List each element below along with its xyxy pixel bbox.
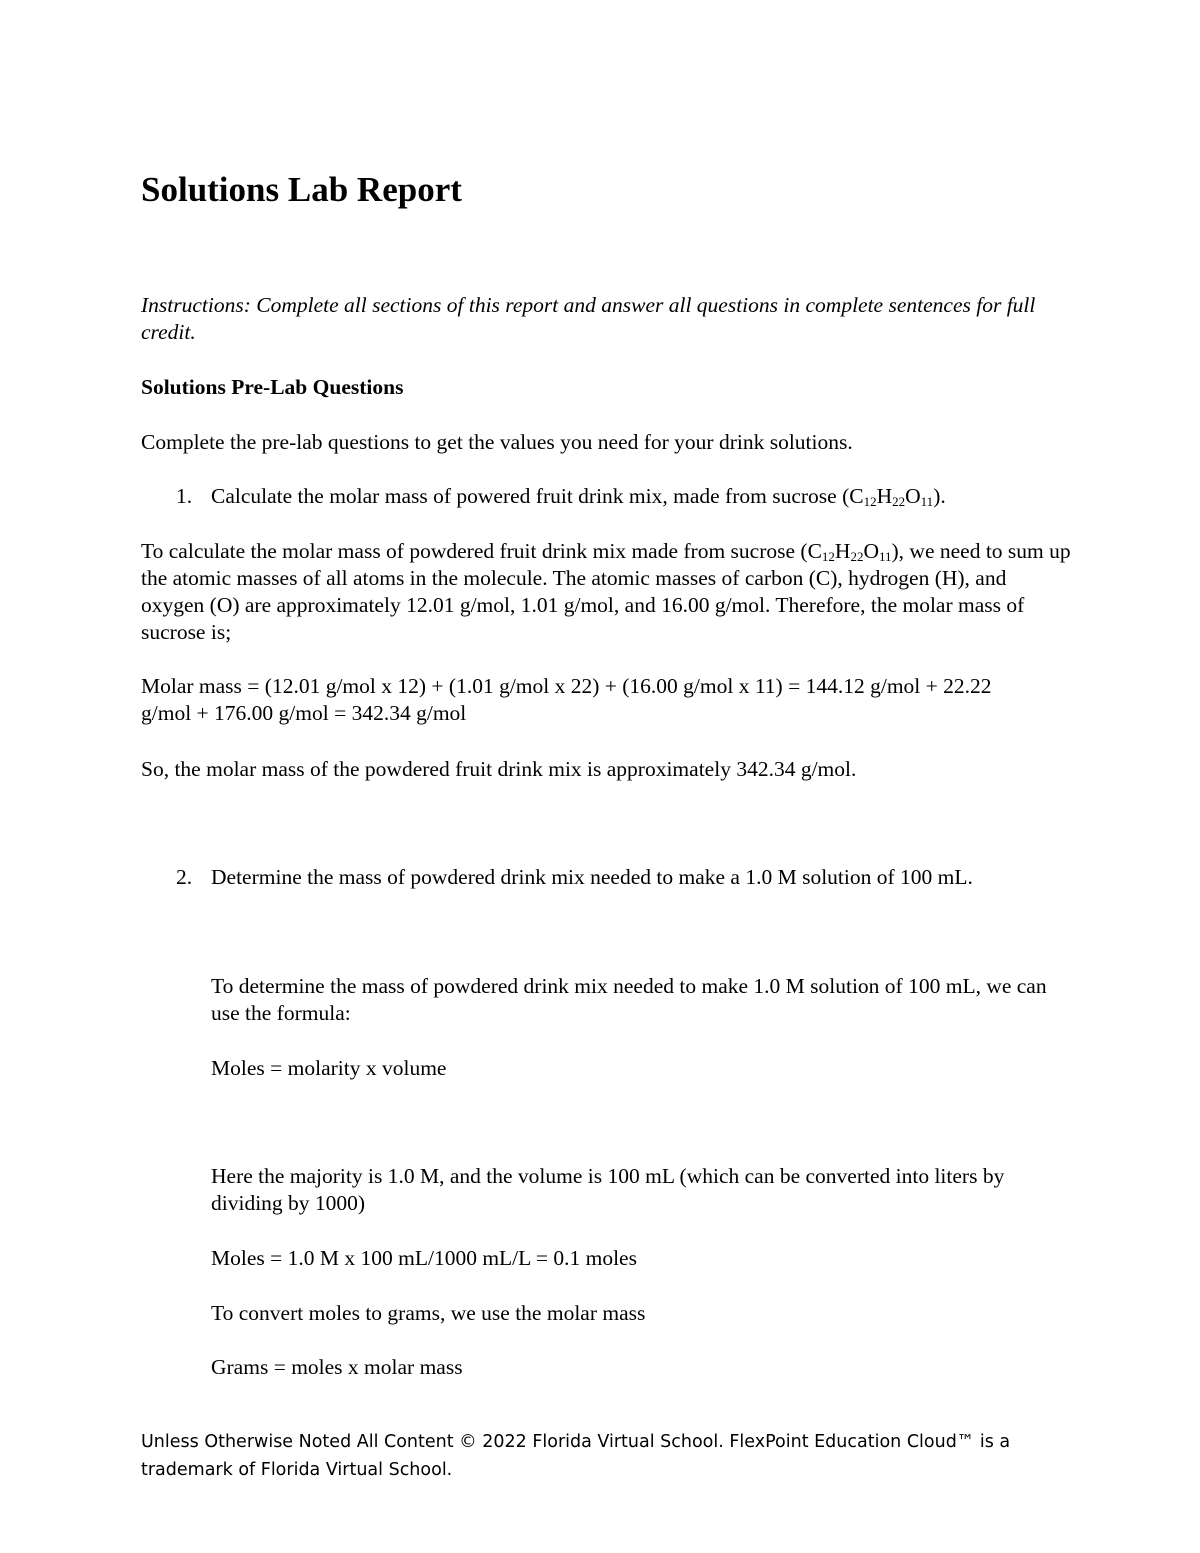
question-2-answer-3: To convert moles to grams, we use the molar mass: [211, 1301, 646, 1325]
page-footer: Unless Otherwise Noted All Content © 2022 Florida Virtual School. FlexPoint Education Cloud™ is a trademark of Florida Virtual School.: [141, 1432, 1011, 1480]
question-1-number: 1.: [176, 484, 193, 508]
question-2-number: 2.: [176, 865, 193, 889]
section-heading: Solutions Pre-Lab Questions: [141, 375, 404, 399]
question-2-answer-2: Here the majority is 1.0 M, and the volume is 100 mL (which can be converted into liters by dividing by 1000): [211, 1164, 1005, 1215]
instructions-text: Instructions: Complete all sections of this report and answer all questions in complete sentences for full credit.: [141, 293, 1036, 344]
molar-mass-equation: Molar mass = (12.01 g/mol x 12) + (1.01 g/mol x 22) + (16.00 g/mol x 11) = 144.12 g/mol + 22.22 g/mol + 176.00 g/mol = 342.34 g/mol: [141, 674, 992, 725]
question-2-text: Determine the mass of powdered drink mix needed to make a 1.0 M solution of 100 mL.: [211, 865, 973, 889]
intro-text: Complete the pre-lab questions to get the values you need for your drink solutions.: [141, 430, 853, 454]
moles-formula: Moles = molarity x volume: [211, 1056, 447, 1080]
question-1-conclusion: So, the molar mass of the powdered fruit drink mix is approximately 342.34 g/mol.: [141, 757, 857, 781]
question-1-answer: To calculate the molar mass of powdered fruit drink mix made from sucrose $(C_{12}H_{22}O_{11})$, we need to sum up the atomic masses of all atoms in the molecule. The atomic masses of carbon (C), hydrogen (H), and oxygen (O) are approximately 12.01 g/mol, 1.01 g/mol, and 16.00 g/mol. Therefore, the molar mass of sucrose is;: [141, 539, 1071, 644]
moles-calculation: Moles = 1.0 M x 100 mL/1000 mL/L = 0.1 moles: [211, 1246, 637, 1270]
question-1-text: Calculate the molar mass of powered fruit drink mix, made from sucrose $(C_{12}H_{22}O_{11})$.: [211, 484, 946, 509]
question-2-answer-1: To determine the mass of powdered drink mix needed to make 1.0 M solution of 100 mL, we can use the formula:: [211, 974, 1047, 1025]
grams-formula: Grams = moles x molar mass: [211, 1355, 463, 1379]
document-title: Solutions Lab Report: [141, 170, 462, 209]
